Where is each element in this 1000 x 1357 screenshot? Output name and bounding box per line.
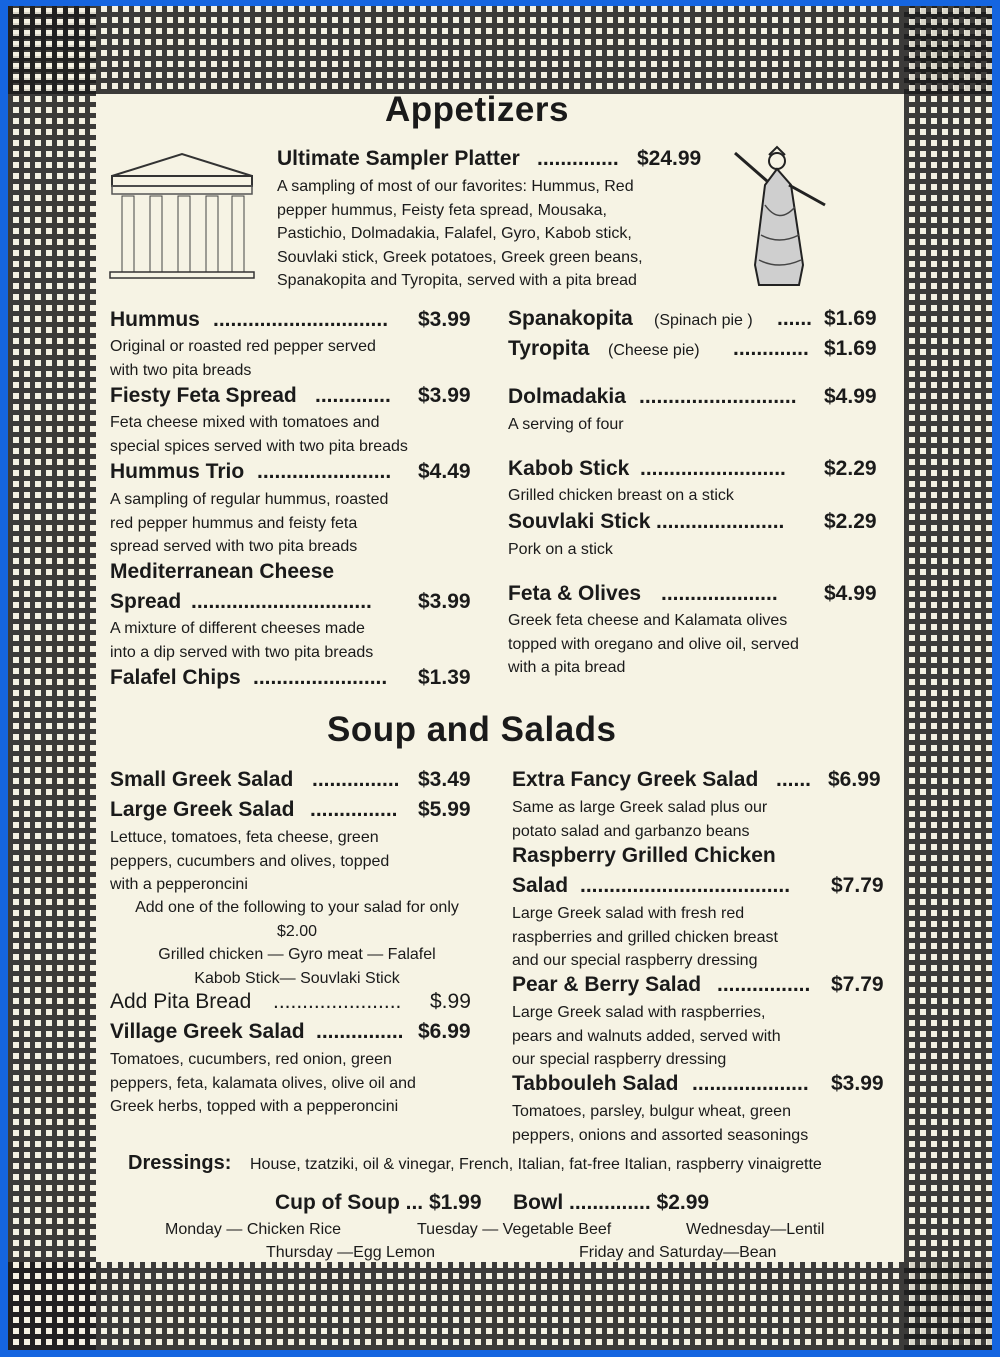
raspberry-salad-dots: ....................................	[580, 874, 791, 897]
pear-berry-salad-price: $7.79	[831, 973, 884, 996]
spanakopita-note: (Spinach pie )	[654, 312, 753, 329]
desc-line: spread served with two pita breads	[110, 538, 358, 555]
feta-spread-description	[110, 411, 408, 458]
large-greek-salad-dots: ...............	[310, 798, 398, 821]
large-greek-salad-name: Large Greek Salad	[110, 798, 295, 821]
extra-fancy-salad-dots: ......	[776, 768, 812, 791]
pear-berry-salad-name: Pear & Berry Salad	[512, 973, 702, 996]
extra-fancy-salad-name: Extra Fancy Greek Salad	[512, 768, 759, 791]
soup-thursday: Thursday —Egg Lemon	[266, 1244, 435, 1261]
addon-line: Grilled chicken — Gyro meat — Falafel	[158, 946, 436, 963]
desc-line: A mixture of different cheeses made	[110, 620, 365, 637]
greek-temple-icon	[108, 150, 256, 282]
feta-olives-name: Feta & Olives	[508, 582, 642, 605]
small-greek-salad-name: Small Greek Salad	[110, 768, 294, 791]
desc-line: peppers, cucumbers and olives, topped	[110, 852, 390, 870]
desc-line: peppers, feta, kalamata olives, olive oil and	[110, 1074, 416, 1092]
soup-wednesday: Wednesday—Lentil	[686, 1221, 825, 1238]
pita-bread-name: Add Pita Bread	[110, 990, 252, 1013]
soups-title: Soup and Salads	[327, 710, 617, 749]
salad-addon-note	[110, 896, 484, 990]
sampler-price: $24.99	[637, 147, 702, 170]
falafel-chips-price: $1.39	[418, 666, 471, 689]
tabbouleh-salad-price: $3.99	[831, 1072, 884, 1095]
desc-line: our special raspberry dressing	[512, 1051, 727, 1068]
falafel-chips-dots: .......................	[253, 666, 388, 689]
desc-line: with two pita breads	[110, 361, 252, 379]
desc-line: pepper hummus, Feisty feta spread, Mousaka,	[277, 201, 607, 219]
desc-line: A sampling of most of our favorites: Hummus, Red	[277, 178, 634, 195]
desc-line: Same as large Greek salad plus our	[512, 799, 768, 816]
desc-line: peppers, onions and assorted seasonings	[512, 1126, 809, 1144]
raspberry-salad-price: $7.79	[831, 874, 884, 897]
hummus-trio-description	[110, 488, 388, 559]
appetizers-title: Appetizers	[385, 90, 569, 129]
cheese-spread-name: Spread	[110, 590, 182, 613]
mediterranean-cheese-name: Mediterranean Cheese	[110, 560, 335, 583]
tyropita-dots: .............	[733, 337, 809, 360]
desc-line: Tomatoes, parsley, bulgur wheat, green	[512, 1103, 791, 1120]
cheese-spread-description	[110, 617, 373, 664]
desc-line: Large Greek salad with raspberries,	[512, 1004, 766, 1021]
desc-line: A sampling of regular hummus, roasted	[110, 491, 389, 508]
pear-berry-salad-dots: ................	[717, 973, 811, 996]
desc-line: into a dip served with two pita breads	[110, 643, 374, 661]
spanakopita-name: Spanakopita	[508, 307, 633, 330]
desc-line: red pepper hummus and feisty feta	[110, 514, 358, 532]
athena-statue-icon	[725, 145, 835, 295]
souvlaki-stick-description: Pork on a stick	[508, 541, 613, 558]
kabob-stick-price: $2.29	[824, 457, 877, 480]
tabbouleh-salad-description	[512, 1100, 808, 1147]
desc-line: Large Greek salad with fresh red	[512, 905, 745, 922]
raspberry-salad-name-cont: Salad	[512, 874, 569, 897]
dolmadakia-name: Dolmadakia	[508, 385, 626, 408]
desc-line: special spices served with two pita breads	[110, 437, 408, 455]
sampler-dots: ..............	[537, 147, 619, 170]
tyropita-name: Tyropita	[508, 337, 590, 360]
cheese-spread-price: $3.99	[418, 590, 471, 613]
desc-line: Greek feta cheese and Kalamata olives	[508, 612, 788, 629]
desc-line: with a pepperoncini	[110, 876, 248, 893]
kabob-stick-description: Grilled chicken breast on a stick	[508, 487, 734, 504]
cheese-spread-dots: ...............................	[191, 590, 372, 613]
village-greek-salad-price: $6.99	[418, 1020, 471, 1043]
desc-line: with a pita bread	[508, 659, 626, 676]
greek-key-border-left	[8, 6, 96, 1350]
tabbouleh-salad-name: Tabbouleh Salad	[512, 1072, 679, 1095]
dressings-label: Dressings:	[128, 1152, 232, 1174]
desc-line: raspberries and grilled chicken breast	[512, 928, 778, 946]
dolmadakia-description: A serving of four	[508, 416, 624, 433]
greek-key-border-bottom	[8, 1262, 992, 1350]
feta-spread-price: $3.99	[418, 384, 471, 407]
souvlaki-stick-name: Souvlaki Stick	[508, 510, 651, 533]
tabbouleh-salad-dots: ....................	[692, 1072, 809, 1095]
dolmadakia-dots: ...........................	[639, 385, 797, 408]
desc-line: Lettuce, tomatoes, feta cheese, green	[110, 829, 379, 846]
greek-key-border-right	[904, 6, 992, 1350]
sampler-name: Ultimate Sampler Platter	[277, 147, 520, 170]
greek-key-border-top	[8, 6, 992, 94]
small-greek-salad-price: $3.49	[418, 768, 471, 791]
hummus-dots: ..............................	[213, 308, 389, 331]
desc-line: and our special raspberry dressing	[512, 952, 758, 969]
feta-spread-name: Fiesty Feta Spread	[110, 384, 297, 407]
souvlaki-stick-dots: ......................	[656, 510, 785, 533]
desc-line: Spanakopita and Tyropita, served with a pita bread	[277, 272, 637, 289]
addon-line: $2.00	[276, 922, 318, 940]
kabob-stick-name: Kabob Stick	[508, 457, 630, 480]
dressings-list: House, tzatziki, oil & vinegar, French, Italian, fat-free Italian, raspberry vinaigrette	[250, 1156, 822, 1173]
bowl-of-soup: Bowl .............. $2.99	[513, 1191, 710, 1214]
raspberry-salad-description	[512, 902, 778, 973]
large-greek-salad-price: $5.99	[418, 798, 471, 821]
hummus-price: $3.99	[418, 308, 471, 331]
village-greek-salad-name: Village Greek Salad	[110, 1020, 305, 1043]
soup-monday: Monday — Chicken Rice	[165, 1221, 342, 1238]
desc-line: Souvlaki stick, Greek potatoes, Greek green beans,	[277, 248, 643, 266]
desc-line: Greek herbs, topped with a pepperoncini	[110, 1098, 399, 1115]
spanakopita-price: $1.69	[824, 307, 877, 330]
kabob-stick-dots: .........................	[640, 457, 786, 480]
tyropita-note: (Cheese pie)	[608, 342, 700, 359]
raspberry-salad-name: Raspberry Grilled Chicken	[512, 844, 776, 867]
extra-fancy-salad-price: $6.99	[828, 768, 881, 791]
pita-bread-price: $.99	[430, 990, 471, 1013]
feta-olives-dots: ....................	[661, 582, 778, 605]
feta-olives-price: $4.99	[824, 582, 877, 605]
pita-bread-dots: ......................	[273, 990, 402, 1013]
extra-fancy-salad-description	[512, 796, 767, 843]
tyropita-price: $1.69	[824, 337, 877, 360]
hummus-name: Hummus	[110, 308, 200, 331]
feta-olives-description	[508, 609, 799, 680]
souvlaki-stick-price: $2.29	[824, 510, 877, 533]
village-greek-salad-dots: ...............	[316, 1020, 404, 1043]
addon-line: Add one of the following to your salad for only	[135, 899, 459, 916]
hummus-trio-dots: .......................	[257, 460, 392, 483]
desc-line: Feta cheese mixed with tomatoes and	[110, 414, 380, 431]
hummus-trio-price: $4.49	[418, 460, 471, 483]
small-greek-salad-dots: ...............	[312, 768, 400, 791]
spanakopita-dots: ......	[777, 307, 813, 330]
desc-line: Original or roasted red pepper served	[110, 338, 376, 355]
desc-line: pears and walnuts added, served with	[512, 1027, 781, 1045]
desc-line: potato salad and garbanzo beans	[512, 822, 750, 840]
village-greek-salad-description	[110, 1048, 416, 1119]
desc-line: Pastichio, Dolmadakia, Falafel, Gyro, Kabob stick,	[277, 225, 632, 242]
hummus-trio-name: Hummus Trio	[110, 460, 245, 483]
feta-spread-dots: .............	[315, 384, 391, 407]
hummus-description	[110, 335, 376, 382]
large-greek-salad-description	[110, 826, 389, 897]
falafel-chips-name: Falafel Chips	[110, 666, 241, 689]
desc-line: Tomatoes, cucumbers, red onion, green	[110, 1051, 392, 1068]
desc-line: topped with oregano and olive oil, served	[508, 635, 799, 653]
sampler-description	[277, 175, 643, 293]
addon-line: Kabob Stick— Souvlaki Stick	[194, 969, 400, 987]
dolmadakia-price: $4.99	[824, 385, 877, 408]
pear-berry-salad-description	[512, 1001, 781, 1072]
soup-tuesday: Tuesday — Vegetable Beef	[417, 1221, 612, 1238]
soup-friday-saturday: Friday and Saturday—Bean	[579, 1244, 777, 1261]
cup-of-soup: Cup of Soup ... $1.99	[275, 1191, 482, 1214]
